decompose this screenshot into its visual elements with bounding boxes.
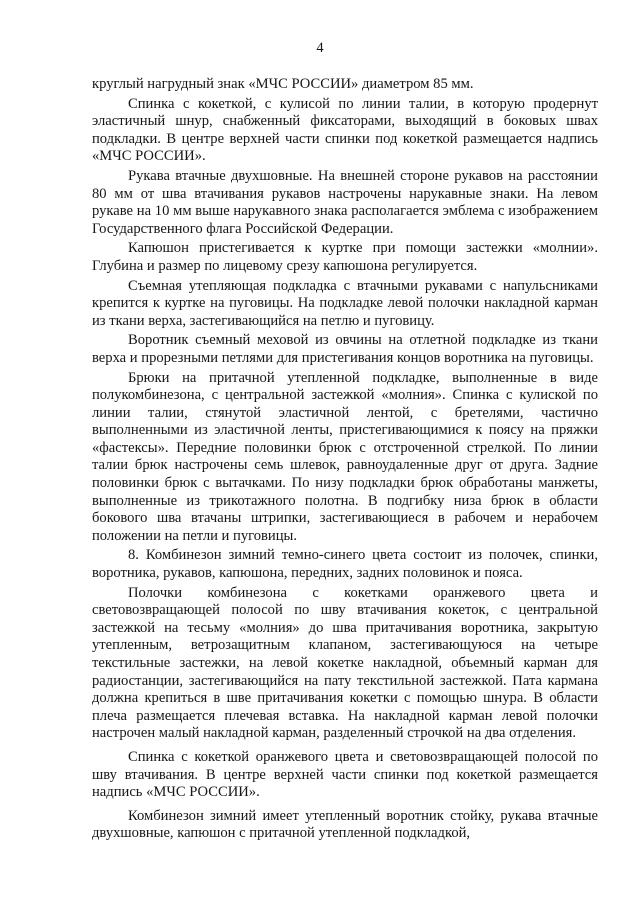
paragraph-trousers: Брюки на притачной утепленной подкладке, выполненные в виде полукомбинезона, с центральной застежкой «молния». Спинка с кулиской по линии талии, стянутой эластичной лентой, с бретелями, частично выполненными из эластичной ленты, пристегивающимися к поясу на пряжки «фастексы». Передние половинки брюк с отстроченной стрелкой. По линии талии брюк настрочены семь шлевок, равноудаленные друг от друга. Задние половинки брюк с вытачками. По низу подкладки брюк обработаны манжеты, выполненные из трикотажного полотна. В подгибку низа брюк в области бокового шва втачаны штрипки, застегивающиеся в рабочем и нерабочем положении на петли и пуговицы. [92, 369, 598, 544]
page-number: 4 [316, 40, 324, 56]
paragraph-coverall-back: Спинка с кокеткой оранжевого цвета и световозвращающей полосой по шву втачивания. В центре верхней части спинки под кокеткой размещается надпись «МЧС РОССИИ». [92, 748, 598, 801]
paragraph-coverall-collar: Комбинезон зимний имеет утепленный воротник стойку, рукава втачные двухшовные, капюшон с притачной утепленной подкладкой, [92, 807, 598, 842]
paragraph-coverall-fronts: Полочки комбинезона с кокетками оранжевого цвета и световозвращающей полосой по шву втачивания кокеток, с центральной застежкой на тесьму «молния» до шва притачивания воротника, закрытую утепленным, ветрозащитным клапаном, застегивающуюся на четыре текстильные застежки, на левой кокетке накладной, объемный карман для радиостанции, застегивающийся на пату текстильной застежкой. Пата кармана должна крепиться в шве притачивания кокетки с помощью шнура. В области плеча размещается плечевая вставка. На накладной карман левой полочки настрочен малый накладной карман, разделенный строчкой на два отделения. [92, 584, 598, 742]
paragraph-coverall-intro: 8. Комбинезон зимний темно-синего цвета состоит из полочек, спинки, воротника, рукавов, капюшона, передних, задних половинок и пояса. [92, 547, 598, 582]
paragraph-badge-end: круглый нагрудный знак «МЧС РОССИИ» диаметром 85 мм. [92, 76, 474, 92]
paragraph-back: Спинка с кокеткой, с кулисой по линии талии, в которую продернут эластичный шнур, снабженный фиксаторами, выходящий в боковых швах подкладки. В центре верхней части спинки под кокеткой размещается надпись «МЧС РОССИИ». [92, 95, 598, 165]
paragraph-sleeves: Рукава втачные двухшовные. На внешней стороне рукавов на расстоянии 80 мм от шва втачивания рукавов настрочены нарукавные знаки. На левом рукаве на 10 мм выше нарукавного знака располагается эмблема с изображением Государственного флага Российской Федерации. [92, 167, 598, 237]
paragraph-hood: Капюшон пристегивается к куртке при помощи застежки «молнии». Глубина и размер по лицевому срезу капюшона регулируется. [92, 240, 598, 274]
paragraph-collar: Воротник съемный меховой из овчины на отлетной подкладке из ткани верха и прорезными петлями для пристегивания концов воротника на пуговицы. [92, 332, 598, 366]
paragraph-lining: Съемная утепляющая подкладка с втачными рукавами с напульсниками крепится к куртке на пуговицы. На подкладке левой полочки накладной карман из ткани верха, застегивающийся на петлю и пуговицу. [92, 277, 598, 329]
